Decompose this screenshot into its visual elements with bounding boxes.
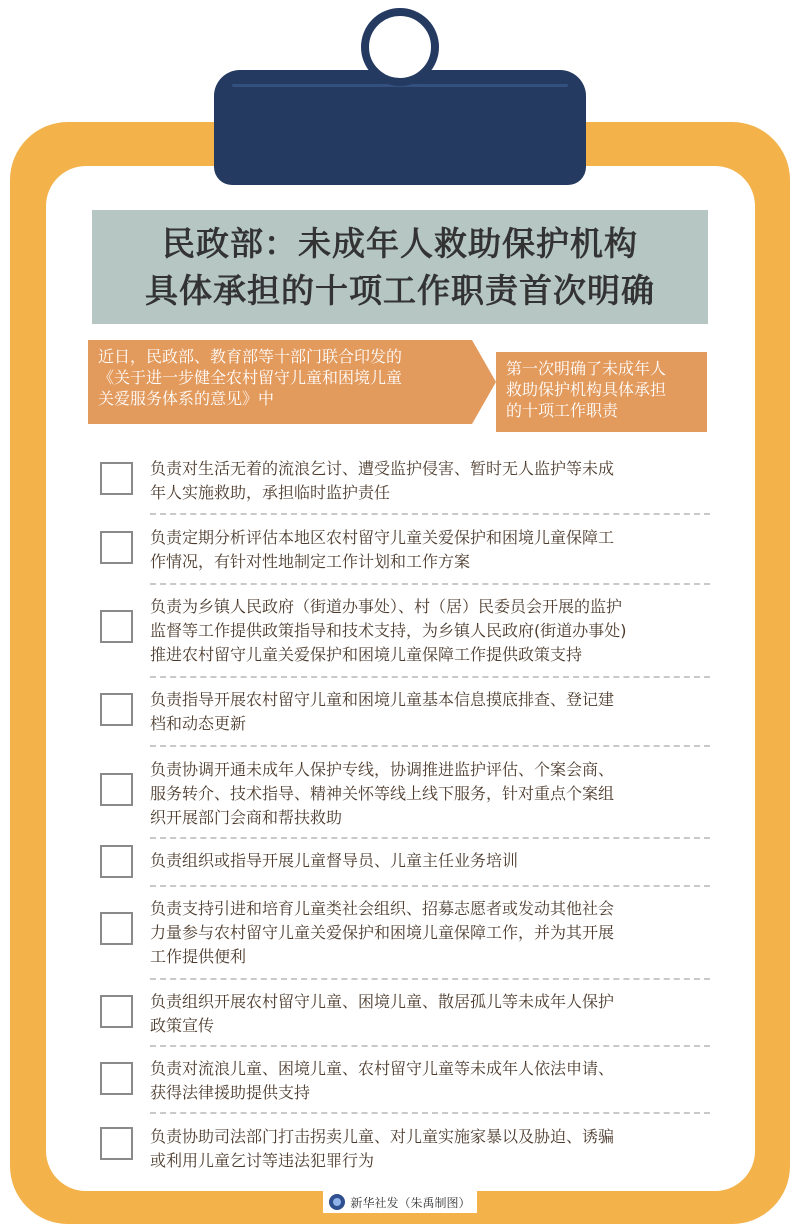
checkbox[interactable] [100,912,133,945]
intro-summary-line: 第一次明确了未成年人 [506,359,667,378]
checkbox[interactable] [100,1062,133,1095]
intro-source-line: 近日，民政部、教育部等十部门联合印发的 [98,347,403,366]
duty-text-line: 负责指导开展农村留守儿童和困境儿童基本信息摸底排查、登记建 [150,690,615,709]
duty-text-line: 负责为乡镇人民政府（街道办事处）、村（居）民委员会开展的监护 [150,597,623,616]
page-title [92,210,708,324]
xinhua-logo-icon [329,1194,345,1210]
duty-text [150,457,716,505]
duty-text-line: 档和动态更新 [150,714,247,733]
duty-text [150,595,716,667]
duty-text-line: 负责定期分析评估本地区农村留守儿童关爱保护和困境儿童保障工 [150,528,615,547]
dashed-divider [150,513,710,515]
intro-summary-line: 的十项工作职责 [506,401,619,420]
clip-ring-icon [361,8,439,86]
duty-text-line: 推进农村留守儿童关爱保护和困境儿童保障工作提供政策支持 [150,645,583,664]
duty-text-line: 服务转介、技术指导、精神关怀等线上线下服务，针对重点个案组 [150,784,615,803]
duty-text-line: 负责协助司法部门打击拐卖儿童、对儿童实施家暴以及胁迫、诱骗 [150,1127,615,1146]
intro-source-line: 《关于进一步健全农村留守儿童和困境儿童 [98,368,403,387]
footer-credit-box [323,1191,476,1213]
duty-text-line: 负责组织或指导开展儿童督导员、儿童主任业务培训 [150,851,519,870]
checkbox[interactable] [100,995,133,1028]
clipboard-clip [214,70,586,185]
dashed-divider [150,1112,710,1114]
image-credit: 新华社发（朱禹制图） [350,1195,471,1210]
footer [0,1190,800,1214]
title-line-1: 民政部：未成年人救助保护机构 [162,224,638,263]
duty-text-line: 监督等工作提供政策指导和技术支持，为乡镇人民政府(街道办事处) [150,621,627,640]
title-line-2: 具体承担的十项工作职责首次明确 [145,271,655,310]
checkbox[interactable] [100,462,133,495]
duty-text [150,897,716,969]
duty-text-line: 负责组织开展农村留守儿童、困境儿童、散居孤儿等未成年人保护 [150,992,615,1011]
checkbox[interactable] [100,845,133,878]
dashed-divider [150,676,710,678]
intro-summary-line: 救助保护机构具体承担 [506,380,667,399]
dashed-divider [150,885,710,887]
duty-text [150,990,716,1038]
checkbox[interactable] [100,693,133,726]
intro-summary-box [496,352,707,432]
dashed-divider [150,837,710,839]
duty-text-line: 获得法律援助提供支持 [150,1083,311,1102]
duty-text-line: 负责协调开通未成年人保护专线，协调推进监护评估、个案会商、 [150,760,615,779]
duty-text-line: 负责支持引进和培育儿童类社会组织、招募志愿者或发动其他社会 [150,899,615,918]
duty-text-line: 或利用儿童乞讨等违法犯罪行为 [150,1151,375,1170]
duty-text-line: 作情况，有针对性地制定工作计划和工作方案 [150,552,471,571]
duty-text-line: 织开展部门会商和帮扶救助 [150,808,343,827]
dashed-divider [150,1045,710,1047]
checkbox[interactable] [100,1127,133,1160]
duty-text [150,526,716,574]
checkbox[interactable] [100,610,133,643]
dashed-divider [150,745,710,747]
duty-text-line: 年人实施救助，承担临时监护责任 [150,483,391,502]
duty-text [150,688,716,736]
intro-source-line: 关爱服务体系的意见》中 [98,389,275,408]
duty-text [150,758,716,830]
duty-text [150,1125,716,1173]
duty-text-line: 负责对流浪儿童、困境儿童、农村留守儿童等未成年人依法申请、 [150,1059,615,1078]
duty-text-line: 负责对生活无着的流浪乞讨、遭受监护侵害、暂时无人监护等未成 [150,459,615,478]
checkbox[interactable] [100,773,133,806]
arrow-right-icon [472,340,496,424]
duty-text [150,1057,716,1105]
dashed-divider [150,978,710,980]
checkbox[interactable] [100,531,133,564]
dashed-divider [150,583,710,585]
duty-text-line: 工作提供便利 [150,947,247,966]
intro-source-box [88,340,472,424]
duty-text-line: 政策宣传 [150,1016,215,1035]
duty-text-line: 力量参与农村留守儿童关爱保护和困境儿童保障工作，并为其开展 [150,923,615,942]
duty-text [150,849,716,873]
